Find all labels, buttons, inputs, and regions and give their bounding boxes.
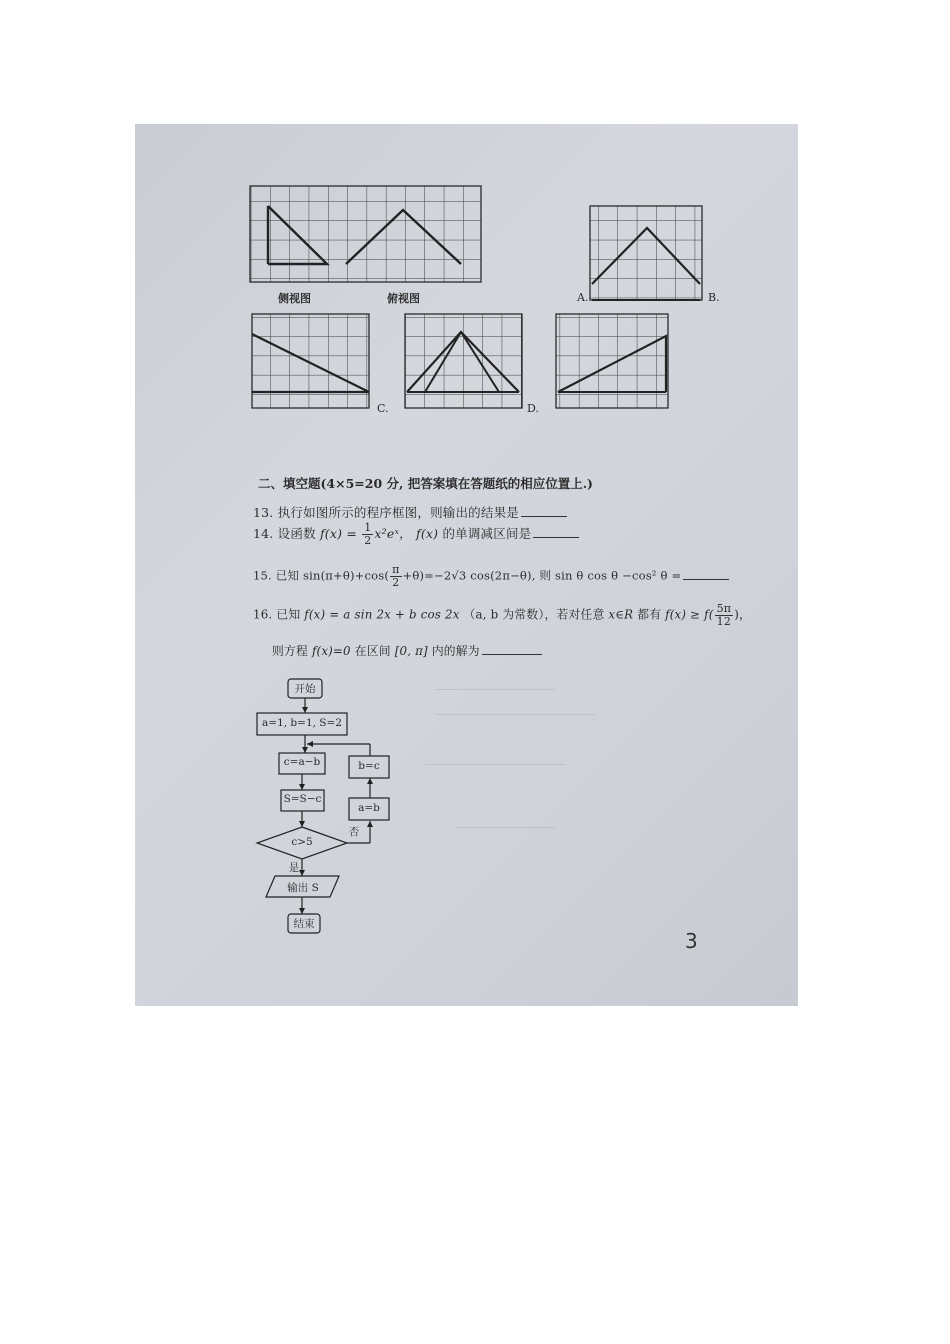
flowchart-condition: c>5 <box>291 836 313 848</box>
q14-rest: x²eˣ， <box>374 526 412 541</box>
q16-fraction: $\frac{5\pi}{12}$ <box>716 602 732 628</box>
q16-line2a: 则方程 <box>272 644 308 658</box>
q16-line2b: 在区间 <box>354 644 391 658</box>
q16-interval: [0, π] <box>394 644 428 658</box>
q14-post: 的单调减区间是 <box>442 526 532 541</box>
option-a-label: A. <box>577 291 589 304</box>
q16-line2c: 内的解为 <box>431 644 480 658</box>
flowchart-step-c: c=a−b <box>283 756 321 768</box>
q15-mid: +θ)=−2√3 cos(2π−θ), 则 sin θ cos θ −cos² θ = <box>402 568 682 583</box>
top-view-label: 俯视图 <box>387 292 420 305</box>
q15-number: 15. <box>253 568 272 583</box>
q14-fx2: f(x) <box>416 526 439 541</box>
flowchart-yes-label: 是 <box>288 862 300 874</box>
q16-eq: f(x)=0 <box>311 644 351 658</box>
flowchart-start: 开始 <box>294 683 316 695</box>
flowchart-output: 输出 S <box>287 882 319 894</box>
option-b-label: B. <box>708 291 720 304</box>
q16-all: 都有 <box>637 607 662 622</box>
q16-close: )， <box>734 607 752 622</box>
page-number: 3 <box>685 929 698 953</box>
flowchart-init: a=1, b=1, S=2 <box>262 717 342 729</box>
q16-cond: （a, b 为常数），若对任意 <box>463 607 605 622</box>
flowchart-end: 结束 <box>293 918 315 930</box>
section-title: 二、填空题(4×5=20 分, 把答案填在答题纸的相应位置上.) <box>258 476 593 491</box>
flowchart-diagram <box>135 124 798 1006</box>
q14-number: 14. <box>253 526 274 541</box>
option-d-label: D. <box>527 402 539 415</box>
q14-fraction: $\frac{1}{2}$ <box>364 521 372 547</box>
q16-number: 16. <box>253 607 273 622</box>
flowchart-no-label: 否 <box>348 826 360 838</box>
exam-page-photo <box>135 124 798 1006</box>
option-c-label: C. <box>377 402 389 415</box>
side-view-label: 侧视图 <box>278 292 311 305</box>
q13-text: 执行如图所示的程序框图，则输出的结果是 <box>277 505 519 520</box>
q13-number: 13. <box>253 505 274 520</box>
q16-xr: x∈R <box>608 607 634 622</box>
q16-pre: 已知 <box>276 607 301 622</box>
flowchart-assign-a: a=b <box>358 802 380 814</box>
flowchart-assign-b: b=c <box>358 760 380 772</box>
flowchart-step-s: S=S−c <box>283 793 322 805</box>
q15-fraction: $\frac{\pi}{2}$ <box>392 563 400 589</box>
q15-pre: 已知 sin(π+θ)+cos( <box>275 568 390 583</box>
q16-ineq: f(x) ≥ f( <box>665 607 714 622</box>
q14-fx: f(x) = <box>319 526 362 541</box>
q16-expr: f(x) = a sin 2x + b cos 2x <box>304 607 460 622</box>
q14-pre: 设函数 <box>277 526 316 541</box>
